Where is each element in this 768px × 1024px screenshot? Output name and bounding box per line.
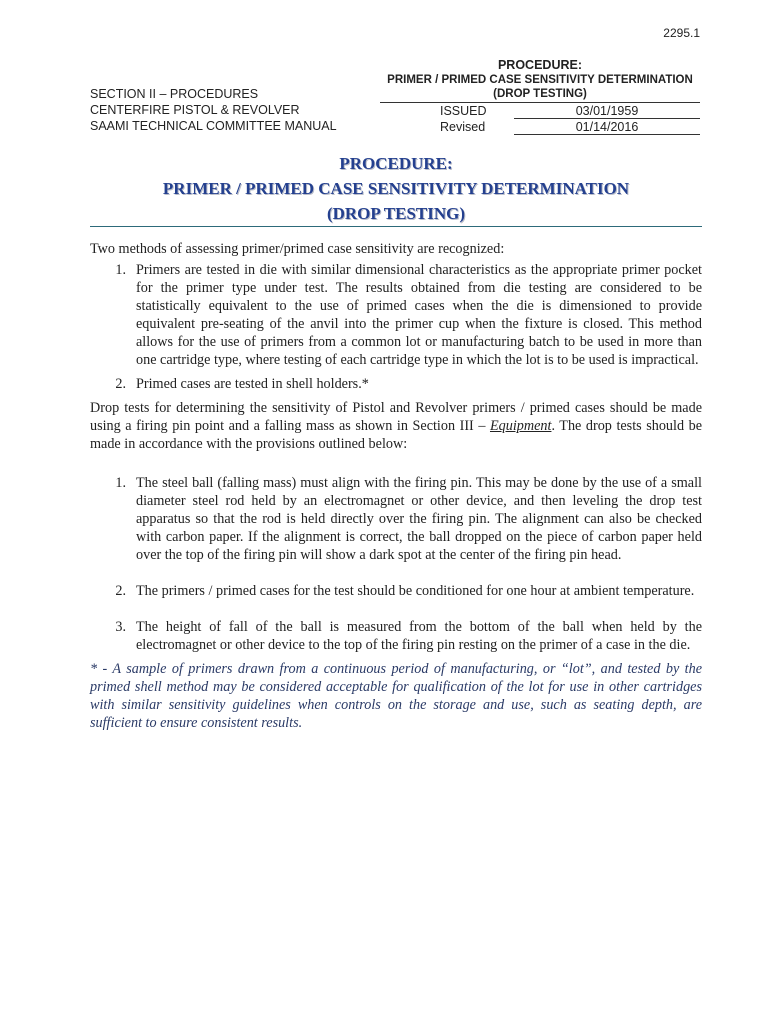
- drop-text-pre: Drop tests for determining the sensitivity of Pistol and Revolver primers / primed cases should be made using a firing pin point and a falling mass as shown in Section III –: [90, 400, 702, 434]
- issued-label: ISSUED: [440, 104, 487, 118]
- methods-list: [90, 261, 702, 393]
- revised-label: Revised: [440, 120, 486, 134]
- equipment-link[interactable]: Equipment: [489, 418, 552, 434]
- committee-line: SAAMI TECHNICAL COMMITTEE MANUAL: [90, 119, 337, 133]
- revised-date: 01/14/2016: [514, 119, 700, 135]
- procedure-label: PROCEDURE:: [497, 58, 583, 72]
- list-item: [114, 261, 702, 369]
- spacer: [90, 453, 702, 471]
- list-text: Primed cases are tested in shell holders.*: [136, 376, 369, 392]
- section-line: SECTION II – PROCEDURES: [90, 87, 259, 101]
- list-number: 1.: [115, 262, 126, 278]
- issued-row: [380, 103, 700, 119]
- title-line2: PRIMER / PRIMED CASE SENSITIVITY DETERMINATION: [162, 179, 630, 198]
- title-divider: [90, 226, 702, 227]
- list-text: The steel ball (falling mass) must align with the firing pin. This may be done by the use of a small diameter steel rod held by an electromagnet or other device, and then leveling the drop test apparatus so that the rod is held directly over the firing pin. The alignment can also be checked with carbon paper. If the alignment is correct, the ball dropped on the piece of carbon paper held over the top of the firing pin will show a dark spot at the center of the firing pin head.: [136, 475, 702, 563]
- page-title: [90, 151, 702, 226]
- list-item: [114, 375, 702, 393]
- document-body: [90, 240, 702, 732]
- list-item: [114, 582, 702, 600]
- procedure-title-line2: (DROP TESTING): [493, 88, 587, 100]
- steps-list: [90, 474, 702, 654]
- footnote: * - A sample of primers drawn from a continuous period of manufacturing, or “lot”, and tested by the primed shell method may be considered acceptable for qualification of the lot for use in other cartridges with similar sensitivity guidelines when controls on the storage and use, such as seating depth, are sufficient to ensure consistent results.: [90, 661, 702, 731]
- list-number: 1.: [115, 475, 126, 491]
- page-number: 2295.1: [663, 26, 700, 40]
- revised-row: [380, 119, 700, 135]
- list-text: Primers are tested in die with similar dimensional characteristics as the appropriate primer pocket for the primer type under test. The results obtained from die testing are considered to be statistically equivalent to the use of primed cases when the die is dimensioned to provide equivalent pre-seating of the anvil into the primer cup when the fixture is closed. This method allows for the use of primers from a common lot or manufacturing batch to be used in more than one cartridge type, where testing of each cartridge type in which the lot is to be used is impractical.: [136, 262, 702, 368]
- manual-line: CENTERFIRE PISTOL & REVOLVER: [90, 103, 300, 117]
- list-number: 2.: [115, 376, 126, 392]
- list-text: The height of fall of the ball is measured from the bottom of the ball when held by the electromagnet or other device to the top of the firing pin resting on the primer of a case in the die.: [136, 619, 702, 653]
- procedure-header-block: [380, 58, 700, 135]
- issued-date: 03/01/1959: [514, 103, 700, 119]
- list-text: The primers / primed cases for the test should be conditioned for one hour at ambient temperature.: [136, 583, 695, 599]
- list-number: 2.: [115, 583, 126, 599]
- title-line1: PROCEDURE:: [339, 154, 453, 173]
- section-header: [90, 86, 337, 134]
- drop-text-post: . The drop tests should be made in accordance with the provisions outlined below:: [90, 418, 702, 452]
- list-item: [114, 474, 702, 564]
- intro-paragraph: Two methods of assessing primer/primed case sensitivity are recognized:: [90, 241, 505, 257]
- list-number: 3.: [115, 619, 126, 635]
- drop-test-paragraph: [90, 399, 702, 453]
- list-item: [114, 618, 702, 654]
- title-line3: (DROP TESTING): [326, 204, 466, 223]
- procedure-title-line1: PRIMER / PRIMED CASE SENSITIVITY DETERMINATION: [387, 74, 693, 86]
